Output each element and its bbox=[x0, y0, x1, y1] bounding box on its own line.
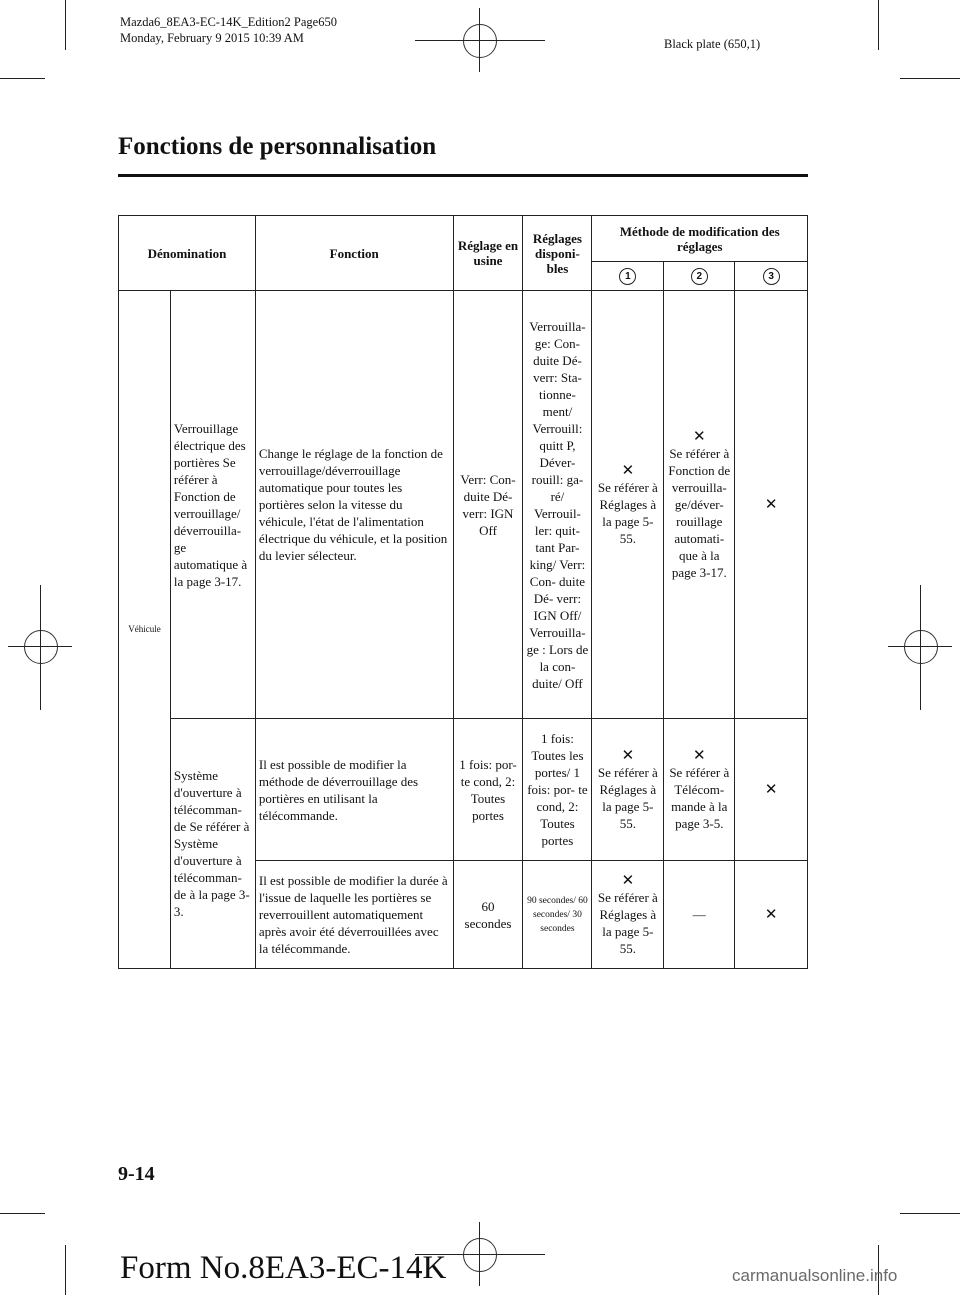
plate-label: Black plate (650,1) bbox=[664, 37, 761, 51]
method3-cell bbox=[735, 291, 808, 719]
registration-line bbox=[920, 585, 921, 710]
crop-mark bbox=[0, 78, 45, 79]
registration-line bbox=[415, 40, 545, 41]
crop-mark bbox=[878, 0, 879, 50]
method3-cell bbox=[735, 861, 808, 969]
denomination-cell: Verrouillage électrique des portières Se référer à Fonction de verrouillage/ déverrouilla- ge automatique à la page 3-17. bbox=[170, 291, 255, 719]
fonction-cell: Change le réglage de la fonction de verrouillage/déverrouillage automatique pour toutes les portières selon la vitesse du véhicule, l'état de l'alimentation électrique du véhicule, et la position du levier sélecteur. bbox=[255, 291, 453, 719]
usine-cell: 60 secondes bbox=[453, 861, 523, 969]
header-fonction: Fonction bbox=[255, 216, 453, 291]
title-rule bbox=[118, 174, 808, 177]
group-label: Véhicule bbox=[128, 624, 161, 634]
usine-cell: Verr: Con- duite Dé- verr: IGN Off bbox=[453, 291, 523, 719]
method2-cell bbox=[664, 719, 735, 861]
x-mark-icon: ✕ bbox=[621, 872, 635, 889]
method1-text: Se référer à Réglages à la page 5-55. bbox=[597, 764, 658, 831]
method1-cell bbox=[592, 861, 664, 969]
x-mark-icon: ✕ bbox=[764, 496, 778, 513]
form-number: Form No.8EA3-EC-14K bbox=[120, 1250, 447, 1286]
table-row bbox=[119, 291, 808, 719]
method-number-2: 2 bbox=[691, 268, 708, 285]
registration-line bbox=[40, 585, 41, 710]
method2-text: Se référer à Télécom- mande à la page 3-5. bbox=[669, 764, 730, 831]
date-line: Monday, February 9 2015 10:39 AM bbox=[120, 31, 304, 45]
method-number-1: 1 bbox=[619, 268, 636, 285]
registration-line bbox=[888, 646, 952, 647]
file-name-line: Mazda6_8EA3-EC-14K_Edition2 Page650 bbox=[120, 15, 337, 29]
registration-mark bbox=[904, 630, 938, 664]
page-number: 9-14 bbox=[118, 1163, 155, 1185]
crop-mark bbox=[65, 0, 66, 50]
denomination-cell: Système d'ouverture à télécomman- de Se référer à Système d'ouverture à télécomman- de à la page 3-3. bbox=[170, 719, 255, 969]
fonction-cell: Il est possible de modifier la méthode de déverrouillage des portières en utilisant la télécommande. bbox=[255, 719, 453, 861]
x-mark-icon: ✕ bbox=[764, 906, 778, 923]
usine-cell: 1 fois: por- te cond, 2: Toutes portes bbox=[453, 719, 523, 861]
table-row bbox=[119, 719, 808, 861]
crop-mark bbox=[0, 1213, 45, 1214]
header-method-2 bbox=[664, 262, 735, 291]
header-method-3 bbox=[735, 262, 808, 291]
method2-cell: — bbox=[664, 861, 735, 969]
method2-text: Se référer à Fonction de verrouilla- ge/déver- rouillage automati- que à la page 3-17. bbox=[668, 445, 731, 580]
disponibles-cell: 1 fois: Toutes les portes/ 1 fois: por- te cond, 2: Toutes portes bbox=[523, 719, 592, 861]
header-reglage-usine: Réglage en usine bbox=[453, 216, 523, 291]
customization-table bbox=[118, 215, 808, 969]
method1-cell bbox=[592, 291, 664, 719]
registration-mark bbox=[24, 630, 58, 664]
registration-line bbox=[8, 646, 72, 647]
disponibles-cell: Verrouilla- ge: Con- duite Dé- verr: Sta- tionne- ment/ Verrouill: quitt P, Déver- rouill: ga- ré/ Verrouil- ler: quit- tant Par- king/ Verr: Con- duite Dé- verr: IGN Off/ Verrouilla- ge : Lors de la con- duite/ Off bbox=[523, 291, 592, 719]
x-mark-icon: ✕ bbox=[692, 428, 706, 445]
crop-mark bbox=[900, 1213, 960, 1214]
header-method-1 bbox=[592, 262, 664, 291]
group-label-cell bbox=[119, 291, 171, 969]
header-reglages-disponibles: Réglages disponi- bles bbox=[523, 216, 592, 291]
x-mark-icon: ✕ bbox=[692, 747, 706, 764]
x-mark-icon: ✕ bbox=[621, 462, 635, 479]
watermark: carmanualsonline.info bbox=[732, 1266, 898, 1285]
header-denomination: Dénomination bbox=[119, 216, 256, 291]
crop-mark bbox=[65, 1245, 66, 1295]
method1-cell bbox=[592, 719, 664, 861]
section-title: Fonctions de personnalisation bbox=[118, 133, 437, 160]
method1-text: Se référer à Réglages à la page 5-55. bbox=[597, 479, 658, 546]
x-mark-icon: ✕ bbox=[621, 747, 635, 764]
registration-mark bbox=[463, 24, 497, 58]
header-methode: Méthode de modification des réglages bbox=[592, 216, 808, 262]
registration-mark bbox=[463, 1238, 497, 1272]
crop-mark bbox=[900, 78, 960, 79]
method-number-3: 3 bbox=[763, 268, 780, 285]
method3-cell bbox=[735, 719, 808, 861]
x-mark-icon: ✕ bbox=[764, 781, 778, 798]
fonction-cell: Il est possible de modifier la durée à l'issue de laquelle les portières se reverrouillent automatiquement après avoir été déverrouillées avec la télécommande. bbox=[255, 861, 453, 969]
method2-cell bbox=[664, 291, 735, 719]
disponibles-cell: 90 secondes/ 60 secondes/ 30 secondes bbox=[523, 861, 592, 969]
method1-text: Se référer à Réglages à la page 5-55. bbox=[597, 889, 658, 956]
file-info bbox=[120, 14, 337, 46]
